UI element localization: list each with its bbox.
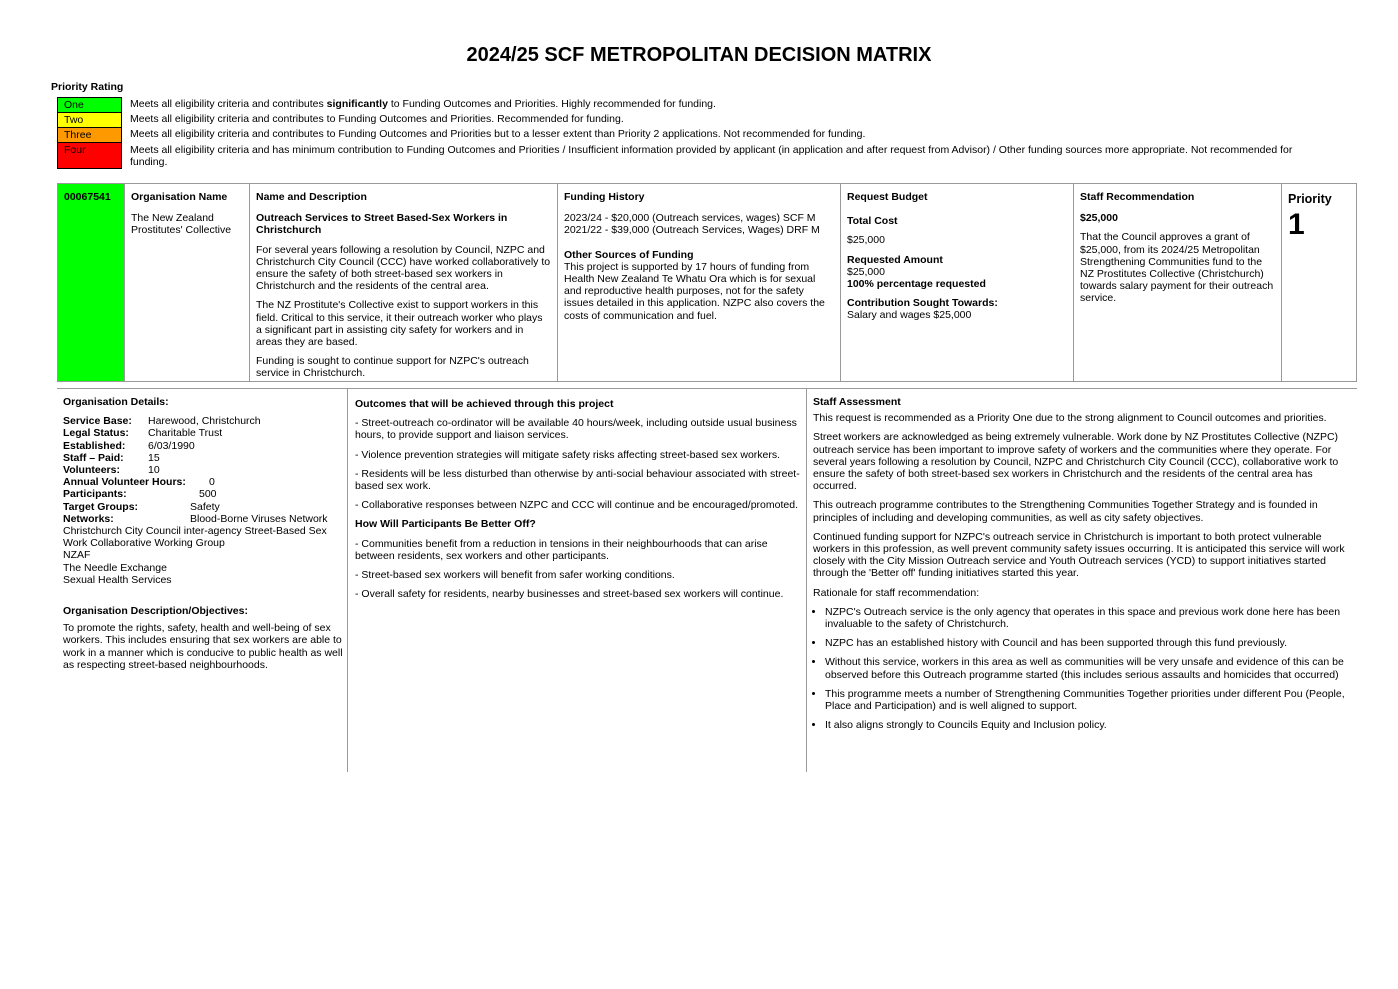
assessment-paragraph: Rationale for staff recommendation: (813, 586, 980, 599)
detail-service-base: Service Base: Harewood, Christchurch (63, 415, 261, 428)
other-sources-heading: Other Sources of Funding (564, 248, 694, 261)
organisation-cell (125, 184, 250, 381)
application-summary-table (57, 183, 1357, 382)
rationale-item: • This programme meets a number of Strengthening Communities Together priorities under different Pou (People, Place and Participation) and is well aligned to support. (825, 688, 1353, 712)
priority-heading: Priority (1288, 192, 1332, 206)
legend-swatch-two: Two (57, 112, 122, 127)
legend-swatch-one: One (57, 97, 122, 112)
rationale-item: • Without this service, workers in this area as well as communities will be very unsafe and evidence of this can be observed before this Outreach programme started (this includes serious assaults and homicides that occurred) (825, 656, 1353, 680)
org-name: The New Zealand Prostitutes' Collective (131, 212, 232, 237)
org-description-text: To promote the rights, safety, health and well-being of sex workers. This includes ensuring that sex workers are able to work in a manner which is conducive to public health as well as respecting street-based neighbourhoods. (63, 622, 343, 671)
other-sources-text: This project is supported by 17 hours of funding from Health New Zealand Te Whatu Ora which is for sexual and reproductive health purposes, not for the safety issues detailed in this application. NZPC also covers the costs of communication and fuel. (564, 260, 825, 322)
name-description-heading: Name and Description (256, 191, 367, 203)
org-name-heading: Organisation Name (131, 191, 228, 203)
legend-text-two: Meets all eligibility criteria and contributes to Funding Outcomes and Priorities. Recommended for funding. (130, 113, 624, 125)
assessment-paragraph: This outreach programme contributes to the Strengthening Communities Together Strategy and is founded in principles of including and developing communities, as well as city safety objectives. (813, 499, 1318, 524)
description-paragraph: Funding is sought to continue support for NZPC's outreach service in Christchurch. (256, 355, 529, 380)
request-budget-cell (841, 184, 1074, 381)
legend-swatch-four: Four (57, 142, 122, 169)
funding-history-item: 2021/22 - $39,000 (Outreach Services, Wages) DRF M (564, 224, 820, 237)
legend-row-two (57, 112, 1317, 127)
name-description-cell (250, 184, 558, 381)
priority-value: 1 (1288, 208, 1305, 242)
detail-staff-paid: Staff – Paid: 15 (63, 451, 160, 464)
application-id: 00067541 (58, 184, 125, 381)
page-title: 2024/25 SCF METROPOLITAN DECISION MATRIX (466, 44, 932, 66)
funding-history-heading: Funding History (564, 191, 645, 203)
rationale-list (813, 606, 1353, 732)
contribution-label: Contribution Sought Towards: (847, 297, 998, 310)
rationale-item: • It also aligns strongly to Councils Equity and Inclusion policy. (825, 719, 1353, 731)
priority-rating-heading: Priority Rating (51, 81, 124, 93)
column-divider (347, 388, 348, 772)
description-paragraph: For several years following a resolution by Council, NZPC and Christchurch City Council (CCC) have worked collaboratively to ensure the safety of both street-based sex workers in Christchurch and the residents of the central area. (256, 243, 551, 293)
network-item: NZAF (63, 549, 91, 562)
outcome-item: - Residents will be less disturbed than otherwise by anti-social behaviour associated with street-based sex work. (355, 467, 800, 493)
staff-recommendation-heading: Staff Recommendation (1080, 191, 1195, 203)
requested-amount-label: Requested Amount (847, 253, 943, 266)
better-off-item: - Overall safety for residents, nearby businesses and street-based sex workers will continue. (355, 588, 784, 601)
staff-assessment-section (813, 396, 1353, 738)
org-description-heading: Organisation Description/Objectives: (63, 605, 248, 618)
outcome-item: - Collaborative responses between NZPC and CCC will continue and be encouraged/promoted. (355, 499, 798, 512)
project-title: Outreach Services to Street Based-Sex Workers in Christchurch (256, 212, 508, 237)
outcome-item: - Street-outreach co-ordinator will be available 40 hours/week, including outside usual business hours, to provide support and liaison services. (355, 417, 797, 442)
org-details-heading: Organisation Details: (63, 396, 169, 408)
better-off-item: - Street-based sex workers will benefit from safer working conditions. (355, 569, 675, 582)
funding-history-cell (558, 184, 841, 381)
contribution-value: Salary and wages $25,000 (847, 309, 972, 322)
assessment-paragraph: Continued funding support for NZPC's outreach service in Christchurch is important to both protect vulnerable workers in this profession, as well prevent community safety issues occurring. It is anticipated this service will work closely with the City Mission Outreach service and Youth Outreach services (YCD) to support initiatives started through the 'Better off' funding initiatives started this year. (813, 530, 1345, 580)
request-budget-heading: Request Budget (847, 191, 928, 203)
detail-established: Established: 6/03/1990 (63, 439, 195, 452)
detail-networks: Networks: Blood-Borne Viruses Network (63, 512, 328, 525)
outcomes-heading: Outcomes that will be achieved through this project (355, 398, 614, 410)
priority-cell (1282, 184, 1356, 381)
legend-text-four: Meets all eligibility criteria and has minimum contribution to Funding Outcomes and Priorities / Insufficient information provided by applicant (in application and after request from Advisor) / Other funding sources more appropriate. Not recommended for funding. (130, 144, 1293, 168)
legend-row-four (57, 142, 1317, 169)
section-divider (57, 388, 1357, 389)
better-off-item: - Communities benefit from a reduction in tensions in their neighbourhoods that can arise between residents, sex workers and other participants. (355, 537, 768, 562)
column-divider (806, 388, 807, 772)
detail-volunteers: Volunteers: 10 (63, 464, 160, 477)
staff-recommendation-text: That the Council approves a grant of $25,000, from its 2024/25 Metropolitan Strengthening Communities fund to the NZ Prostitutes Collective (Christchurch) towards salary payment for their outreach service. (1080, 231, 1274, 305)
rationale-item: • NZPC's Outreach service is the only agency that operates in this space and previous work done here has been invaluable to the safety of Christchurch. (825, 606, 1353, 630)
priority-legend (57, 97, 1317, 169)
detail-legal-status: Legal Status: Charitable Trust (63, 427, 223, 440)
outcomes-section (355, 398, 803, 600)
funding-history-item: 2023/24 - $20,000 (Outreach services, wages) SCF M (564, 212, 816, 225)
detail-participants: Participants: 500 (63, 488, 217, 501)
network-item: Christchurch City Council inter-agency Street-Based Sex Work Collaborative Working Group (63, 525, 327, 550)
total-cost-label: Total Cost (847, 215, 898, 228)
legend-text-one: Meets all eligibility criteria and contributes significantly to Funding Outcomes and Priorities. Highly recommended for funding. (130, 98, 716, 110)
detail-annual-volunteer-hours: Annual Volunteer Hours: 0 (63, 476, 215, 489)
network-item: The Needle Exchange (63, 561, 167, 574)
percentage-requested: 100% percentage requested (847, 278, 986, 291)
network-item: Sexual Health Services (63, 573, 172, 586)
rationale-item: • NZPC has an established history with Council and has been supported through this fund previously. (825, 637, 1353, 649)
legend-row-three (57, 127, 1317, 142)
better-off-heading: How Will Participants Be Better Off? (355, 518, 536, 531)
staff-recommended-amount: $25,000 (1080, 212, 1118, 225)
legend-swatch-three: Three (57, 127, 122, 142)
total-cost-value: $25,000 (847, 234, 885, 247)
organisation-details-section (63, 396, 345, 671)
requested-amount-value: $25,000 (847, 265, 885, 278)
staff-assessment-heading: Staff Assessment (813, 396, 901, 408)
staff-recommendation-cell (1074, 184, 1282, 381)
legend-row-one (57, 97, 1317, 112)
legend-text-three: Meets all eligibility criteria and contributes to Funding Outcomes and Priorities but to a lesser extent than Priority 2 applications. Not recommended for funding. (130, 128, 866, 140)
description-paragraph: The NZ Prostitute's Collective exist to support workers in this field. Critical to this service, it their outreach worker who plays a significant part in assisting city safety for workers and in areas they are based. (256, 299, 543, 349)
assessment-paragraph: Street workers are acknowledged as being extremely vulnerable. Work done by NZ Prostitutes Collective (NZPC) outreach service has been important to improve safety of workers and the communities where they operate. For several years following a resolution by Council, NZPC and Christchurch City Council (CCC), collaborative work to ensure the safety of both street-based sex workers in Christchurch and the residents of the central area has occurred. (813, 431, 1339, 493)
detail-target-groups: Target Groups: Safety (63, 500, 220, 513)
outcome-item: - Violence prevention strategies will mitigate safety risks affecting street-based sex workers. (355, 448, 781, 461)
assessment-paragraph: This request is recommended as a Priority One due to the strong alignment to Council outcomes and priorities. (813, 412, 1327, 425)
